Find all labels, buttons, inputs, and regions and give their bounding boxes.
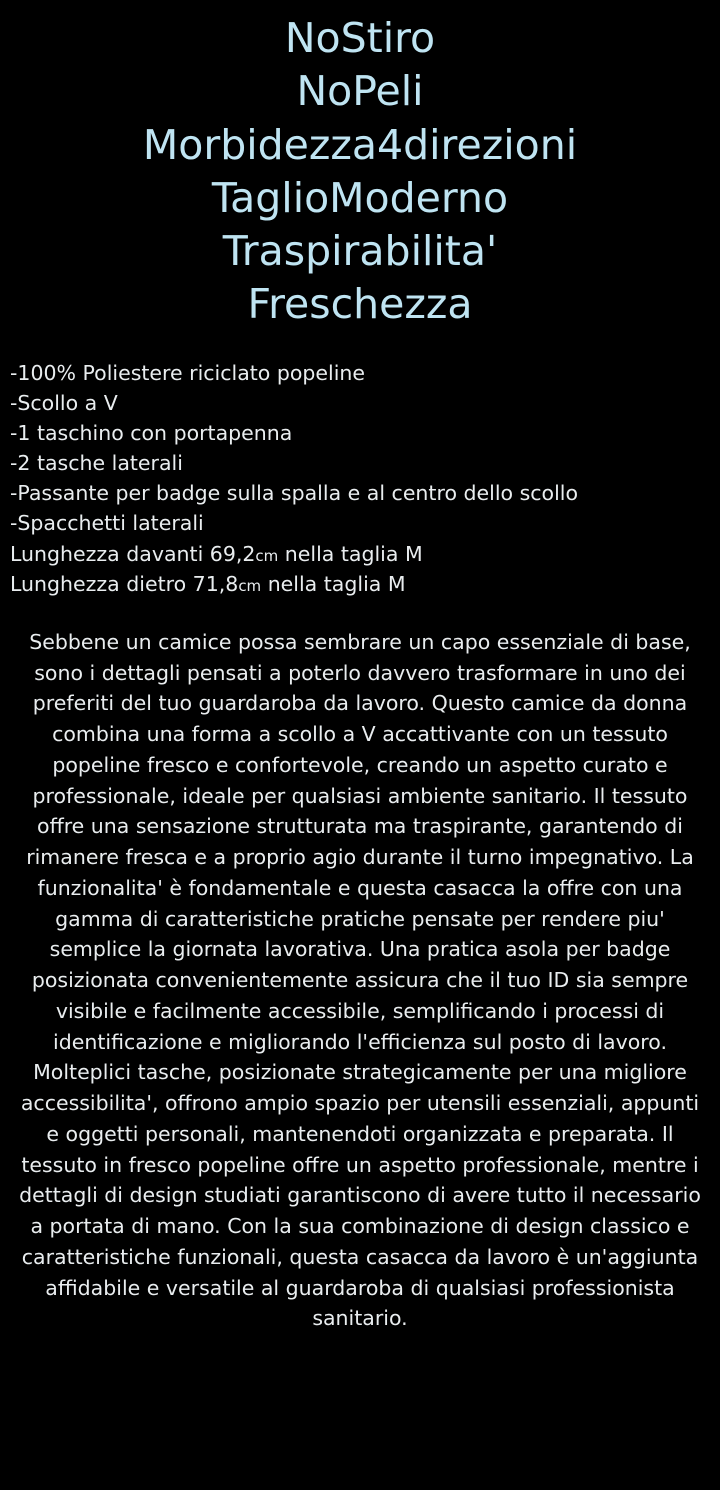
product-description-paragraph: Sebbene un camice possa sembrare un capo essenziale di base, sono i dettagli pensati a poterlo davvero trasformare in uno dei preferiti del tuo guardaroba da lavoro. Questo camice da donna combina una forma a scollo a V accattivante con un tessuto popeline fresco e confortevole, creando un aspetto curato e professionale, ideale per qualsiasi ambiente sanitario. Il tessuto offre una sensazione strutturata ma traspirante, garantendo di rimanere fresca e a proprio agio durante il turno impegnativo. La funzionalita' è fondamentale e questa casacca la offre con una gamma di caratteristiche pratiche pensate per rendere piu' semplice la giornata lavorativa. Una pratica asola per badge posizionata convenientemente assicura che il tuo ID sia sempre visibile e facilmente accessibile, semplificando i processi di identificazione e migliorando l'efficienza sul posto di lavoro. Molteplici tasche, posizionate strategicamente per una migliore accessibilita', offrono ampio spazio per utensili essenziali, appunti e oggetti personali, mantenendoti organizzata e preparata. Il tessuto in fresco popeline offre un aspetto professionale, mentre i dettagli di design studiati garantiscono di avere tutto il necessario a portata di mano. Con la sua combinazione di design classico e caratteristiche funzionali, questa casacca da lavoro è un'aggiunta affidabile e versatile al guardaroba di qualsiasi professionista sanitario. <box>19 629 701 1331</box>
headline-block <box>8 12 712 332</box>
headline-line-5: Traspirabilita' <box>222 227 498 276</box>
measurement-back-length-label: Lunghezza dietro 71,8 <box>10 571 239 596</box>
headline-line-4: TaglioModerno <box>211 173 509 222</box>
headline-line-6: Freschezza <box>247 280 473 329</box>
headline-line-2: NoPeli <box>296 67 424 116</box>
headline-line-3: Morbidezza4direzioni <box>142 120 578 169</box>
headline-line-1: NoStiro <box>284 14 436 62</box>
specs-list <box>8 358 712 599</box>
spec-item-side-vents: -Spacchetti laterali <box>10 511 204 536</box>
measurement-front-length-size: nella taglia M <box>278 541 423 566</box>
spec-item-side-pockets: -2 tasche laterali <box>10 451 183 476</box>
measurement-front-length <box>10 539 712 569</box>
measurement-back-length <box>10 569 712 599</box>
spec-item-neckline: -Scollo a V <box>10 390 118 415</box>
spec-item-badge-loop: -Passante per badge sulla spalla e al centro dello scollo <box>10 481 579 506</box>
measurement-back-length-size: nella taglia M <box>261 571 406 596</box>
spec-item-chest-pocket: -1 taschino con portapenna <box>10 421 293 446</box>
spec-item-material: -100% Poliestere riciclato popeline <box>10 360 366 385</box>
measurement-back-length-unit: cm <box>238 576 262 595</box>
measurement-front-length-label: Lunghezza davanti 69,2 <box>10 541 256 566</box>
measurement-front-length-unit: cm <box>255 546 279 565</box>
